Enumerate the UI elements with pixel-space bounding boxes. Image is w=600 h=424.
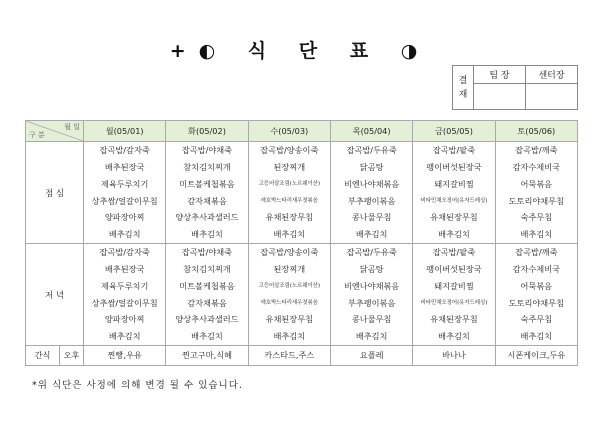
menu-item: 비엔나야채볶음: [343, 280, 400, 291]
center-head-header: 센터장: [526, 66, 578, 84]
menu-item: 참치김치찌개: [183, 263, 231, 274]
menu-item: 된장찌개: [273, 263, 306, 274]
menu-item: 감자수제비국: [512, 263, 561, 274]
corner-top-label: 월 일: [64, 123, 80, 131]
menu-cell: [495, 244, 577, 346]
snack-row: [26, 346, 578, 366]
menu-item: 잡곡밥/팥죽: [432, 247, 476, 258]
menu-item: 어묵볶음: [520, 280, 553, 291]
menu-item: 감자채볶음: [187, 297, 227, 308]
menu-item: 비타민채오징어(유자드레싱): [420, 197, 488, 204]
snack-label: 간식: [26, 346, 60, 366]
lunch-label: 점 심: [26, 142, 84, 244]
menu-item: 배추김치: [273, 229, 306, 240]
menu-item: 애호박느타리새우젓볶음: [260, 197, 318, 204]
snack-cell: 카스타드,주스: [248, 346, 330, 366]
menu-item: 유채된장무침: [430, 314, 478, 325]
day-header: 월(05/01): [84, 121, 166, 142]
day-header: 화(05/02): [166, 121, 248, 142]
menu-item: 된장찌개: [273, 161, 306, 172]
menu-item: 배추김치: [355, 331, 388, 342]
menu-item: 콩나물무침: [351, 314, 392, 325]
menu-cell: [248, 142, 330, 244]
day-header: 금(05/05): [413, 121, 495, 142]
menu-cell: [166, 244, 248, 346]
menu-item: 배추김치: [191, 229, 223, 240]
page-title: +◐ 식 단 표 ◑: [169, 40, 431, 62]
header-row: [26, 121, 578, 142]
menu-item: 유채된장무침: [265, 212, 314, 223]
menu-cell: [166, 142, 248, 244]
menu-item: 돼지갈비찜: [434, 280, 474, 291]
menu-item: 고등어살조림(노르웨이산): [258, 180, 321, 187]
menu-item: 잡곡밥/깨죽: [515, 145, 558, 156]
menu-cell: [413, 142, 495, 244]
snack-time: 오후: [60, 346, 84, 366]
menu-item: 참치김치찌개: [183, 161, 231, 172]
menu-item: 제육두루치기: [100, 178, 149, 189]
menu-cell: [84, 142, 166, 244]
menu-item: 양상추사과샐러드: [175, 212, 239, 223]
menu-item: 잡곡밥/야채죽: [181, 247, 233, 258]
menu-cell: [248, 244, 330, 346]
menu-item: 팽이버섯된장국: [426, 263, 482, 274]
menu-item: 숙주무침: [520, 212, 553, 223]
menu-item: 부추팽이볶음: [347, 195, 396, 206]
menu-item: 돼지갈비찜: [434, 178, 474, 189]
menu-item: 배추김치: [273, 331, 306, 342]
menu-item: 숙주무침: [520, 314, 553, 325]
menu-item: 고등어살조림(노르웨이산): [258, 282, 321, 289]
menu-item: 잡곡밥/감자죽: [99, 145, 150, 156]
team-leader-sign-box: [474, 84, 526, 110]
menu-item: 비엔나야채볶음: [343, 178, 400, 189]
menu-item: 도토리야채무침: [508, 195, 564, 206]
menu-item: 배추된장국: [104, 161, 145, 172]
menu-item: 유채된장무침: [430, 212, 478, 223]
menu-item: 콩나물무침: [351, 212, 392, 223]
menu-cell: [495, 142, 577, 244]
approval-box: [452, 65, 578, 110]
corner-cell: [26, 121, 84, 142]
menu-cell: [413, 244, 495, 346]
menu-item: 잡곡밥/팥죽: [432, 145, 476, 156]
menu-item: 잡곡밥/깨죽: [515, 247, 558, 258]
menu-item: 도토리야채무침: [508, 297, 564, 308]
menu-item: 잡곡밥/야채죽: [181, 145, 233, 156]
menu-item: 미트볼케첩볶음: [179, 280, 235, 291]
menu-item: 상추쌈/얼갈이무침: [91, 195, 158, 206]
menu-item: 잡곡밥/양송이죽: [260, 145, 319, 156]
menu-item: 배추김치: [520, 331, 553, 342]
menu-item: 잡곡밥/두유죽: [346, 145, 397, 156]
snack-cell: 시폰케이크,두유: [495, 346, 577, 366]
snack-cell: 요플레: [330, 346, 412, 366]
menu-cell: [84, 244, 166, 346]
menu-item: 팽이버섯된장국: [426, 161, 482, 172]
menu-item: 애호박느타리새우젓볶음: [260, 299, 318, 306]
menu-item: 배추김치: [355, 229, 388, 240]
menu-item: 배추김치: [191, 331, 223, 342]
snack-cell: 바나나: [413, 346, 495, 366]
menu-item: 부추팽이볶음: [347, 297, 396, 308]
menu-cell: [330, 142, 412, 244]
menu-item: 닭곰탕: [359, 161, 384, 172]
day-header: 수(05/03): [248, 121, 330, 142]
lunch-row: [26, 142, 578, 244]
menu-item: 양파장아찌: [104, 314, 145, 325]
corner-bottom-label: 구 분: [29, 131, 45, 139]
menu-item: 양파장아찌: [104, 212, 145, 223]
menu-item: 감자수제비국: [512, 161, 561, 172]
menu-item: 비타민채오징어(유자드레싱): [420, 299, 488, 306]
menu-item: 배추김치: [108, 331, 141, 342]
day-header: 토(05/06): [495, 121, 577, 142]
menu-item: 양상추사과샐러드: [175, 314, 239, 325]
dinner-label: 저 녁: [26, 244, 84, 346]
menu-item: 배추된장국: [104, 263, 145, 274]
menu-item: 닭곰탕: [359, 263, 384, 274]
menu-item: 어묵볶음: [520, 178, 553, 189]
menu-cell: [330, 244, 412, 346]
menu-item: 배추김치: [520, 229, 553, 240]
menu-item: 유채된장무침: [265, 314, 314, 325]
menu-item: 배추김치: [438, 229, 470, 240]
center-head-sign-box: [526, 84, 578, 110]
approval-label: 결 재: [453, 66, 474, 110]
footnote: *위 식단은 사정에 의해 변경 될 수 있습니다.: [32, 380, 243, 391]
menu-item: 상추쌈/얼갈이무침: [91, 297, 158, 308]
team-leader-header: 팀 장: [474, 66, 526, 84]
day-header: 목(05/04): [330, 121, 412, 142]
menu-item: 잡곡밥/감자죽: [99, 247, 150, 258]
snack-cell: 찐빵,우유: [84, 346, 166, 366]
menu-table: [25, 120, 578, 366]
menu-item: 감자채볶음: [187, 195, 227, 206]
menu-item: 배추김치: [108, 229, 141, 240]
dinner-row: [26, 244, 578, 346]
menu-item: 배추김치: [438, 331, 470, 342]
menu-item: 잡곡밥/양송이죽: [260, 247, 319, 258]
snack-cell: 찐고구마,식혜: [166, 346, 248, 366]
menu-item: 잡곡밥/두유죽: [346, 247, 397, 258]
menu-item: 제육두루치기: [100, 280, 149, 291]
menu-item: 미트볼케첩볶음: [179, 178, 235, 189]
